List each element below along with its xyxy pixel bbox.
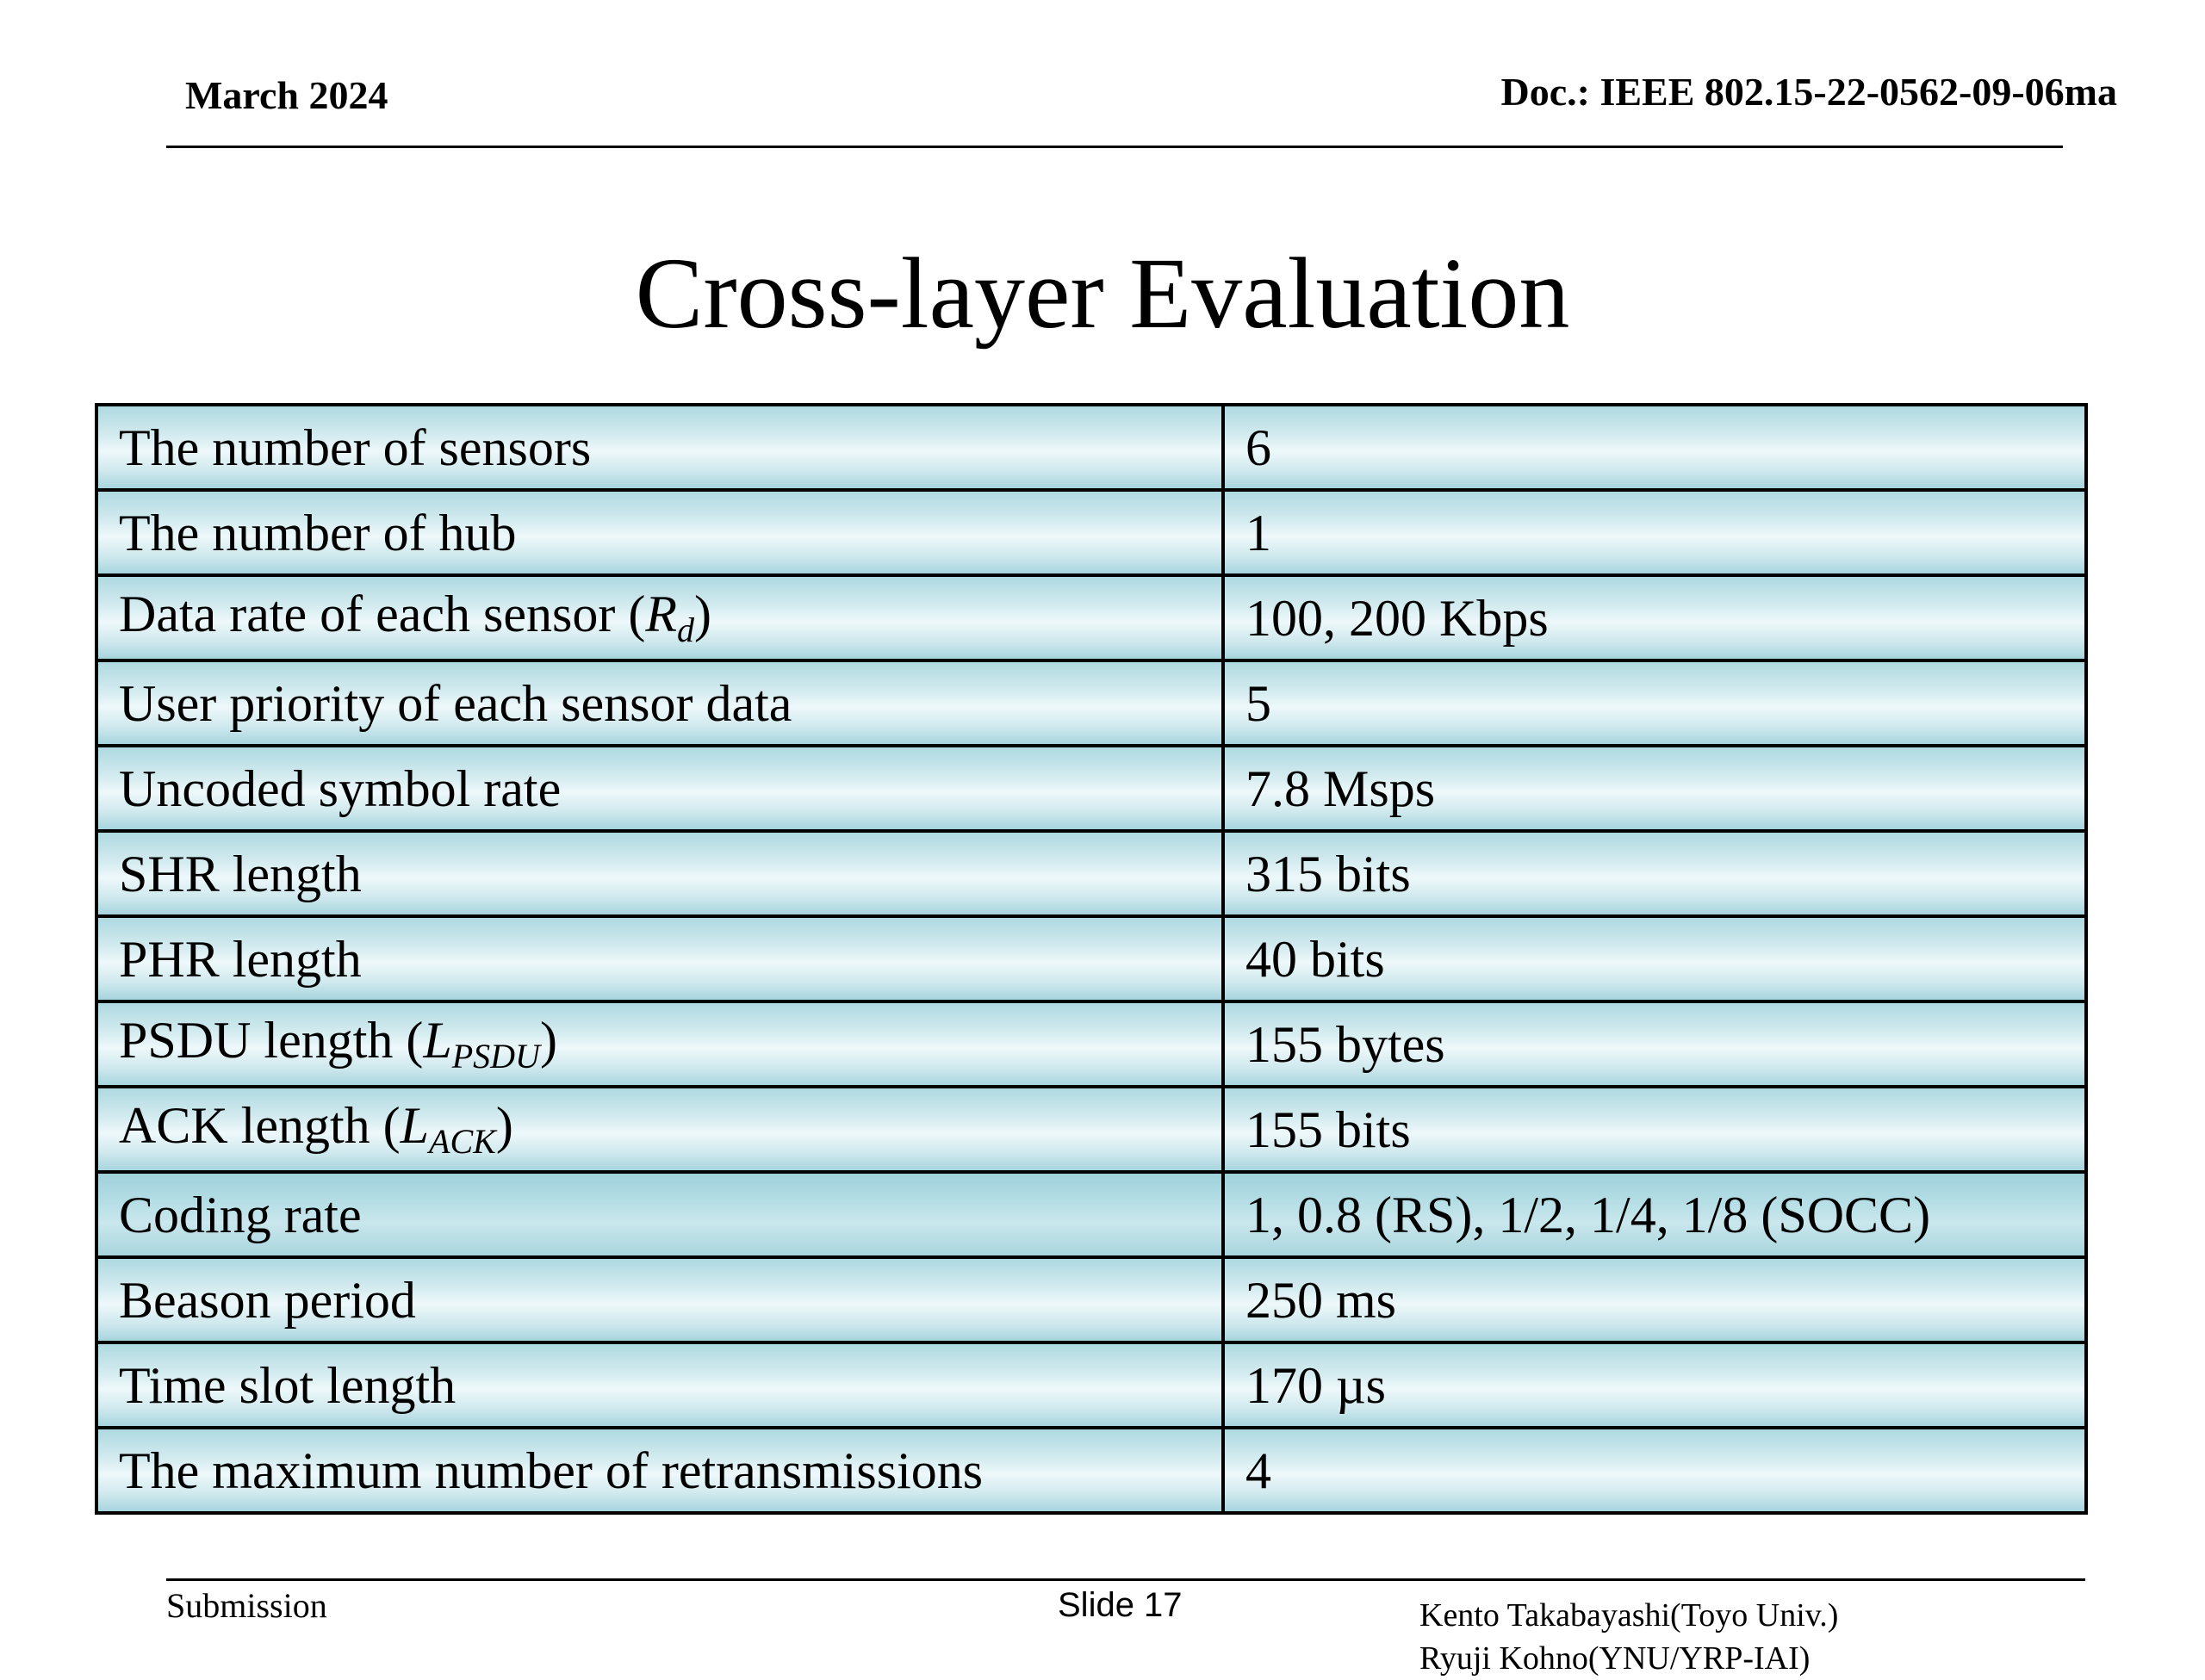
- param-label-text: PSDU length (: [119, 1012, 424, 1069]
- footer-author-2: Ryuji Kohno(YNU/YRP-IAI): [1419, 1640, 1811, 1677]
- header-date: March 2024: [185, 73, 388, 117]
- param-value: 155 bytes: [1223, 1001, 2086, 1087]
- table-row: [96, 1087, 2086, 1172]
- param-value: 7.8 Msps: [1223, 746, 2086, 831]
- table-row: [96, 660, 2086, 746]
- param-value: 1: [1223, 490, 2086, 575]
- slide-title: Cross-layer Evaluation: [635, 237, 1570, 350]
- param-label: The number of sensors: [96, 405, 1223, 490]
- header-doc-id: Doc.: IEEE 802.15-22-0562-09-06ma: [1500, 70, 2117, 114]
- param-label: [96, 1001, 1223, 1087]
- parameter-table: [95, 403, 2088, 1515]
- footer-submission: Submission: [166, 1586, 327, 1625]
- param-label: [96, 1087, 1223, 1172]
- param-label: User priority of each sensor data: [96, 660, 1223, 746]
- param-value: 40 bits: [1223, 916, 2086, 1001]
- table-row: [96, 575, 2086, 660]
- table-row: [96, 1428, 2086, 1513]
- header-divider: [166, 146, 2063, 148]
- footer-authors: [1419, 1594, 1838, 1680]
- table-row: [96, 1172, 2086, 1257]
- param-value: 100, 200 Kbps: [1223, 575, 2086, 660]
- table-row: [96, 1257, 2086, 1342]
- param-label-tail: ): [539, 1012, 557, 1069]
- table-row: [96, 490, 2086, 575]
- param-value: 5: [1223, 660, 2086, 746]
- param-value: 155 bits: [1223, 1087, 2086, 1172]
- param-label-text: ACK length (: [119, 1097, 401, 1154]
- table-row: [96, 1001, 2086, 1087]
- table-row: [96, 831, 2086, 916]
- param-value: 250 ms: [1223, 1257, 2086, 1342]
- param-value: 6: [1223, 405, 2086, 490]
- param-value: 1, 0.8 (RS), 1/2, 1/4, 1/8 (SOCC): [1223, 1172, 2086, 1257]
- param-label-tail: ): [694, 586, 711, 642]
- math-subscript: ACK: [429, 1122, 496, 1161]
- param-label: PHR length: [96, 916, 1223, 1001]
- table-row: [96, 916, 2086, 1001]
- param-value: 315 bits: [1223, 831, 2086, 916]
- param-label: The maximum number of retransmissions: [96, 1428, 1223, 1513]
- param-label: SHR length: [96, 831, 1223, 916]
- param-value: 4: [1223, 1428, 2086, 1513]
- param-label: The number of hub: [96, 490, 1223, 575]
- footer-author-1: Kento Takabayashi(Toyo Univ.): [1419, 1597, 1839, 1634]
- math-base: L: [400, 1097, 430, 1154]
- table-row: [96, 405, 2086, 490]
- param-label-tail: ): [495, 1097, 513, 1154]
- math-base: L: [423, 1012, 452, 1069]
- param-value: 170 µs: [1223, 1342, 2086, 1428]
- param-label-text: Data rate of each sensor (: [119, 586, 646, 642]
- math-subscript: d: [677, 611, 694, 649]
- footer-divider: [166, 1578, 2085, 1581]
- param-label: Uncoded symbol rate: [96, 746, 1223, 831]
- param-label: Beason period: [96, 1257, 1223, 1342]
- footer-slide-number: Slide 17: [1058, 1586, 1183, 1624]
- math-symbol: [645, 586, 694, 649]
- table-row: [96, 746, 2086, 831]
- math-subscript: PSDU: [451, 1037, 540, 1076]
- param-label: [96, 575, 1223, 660]
- math-base: R: [645, 586, 677, 642]
- param-label: Coding rate: [96, 1172, 1223, 1257]
- table-row: [96, 1342, 2086, 1428]
- param-label: Time slot length: [96, 1342, 1223, 1428]
- math-symbol: [400, 1097, 496, 1161]
- math-symbol: [423, 1012, 540, 1076]
